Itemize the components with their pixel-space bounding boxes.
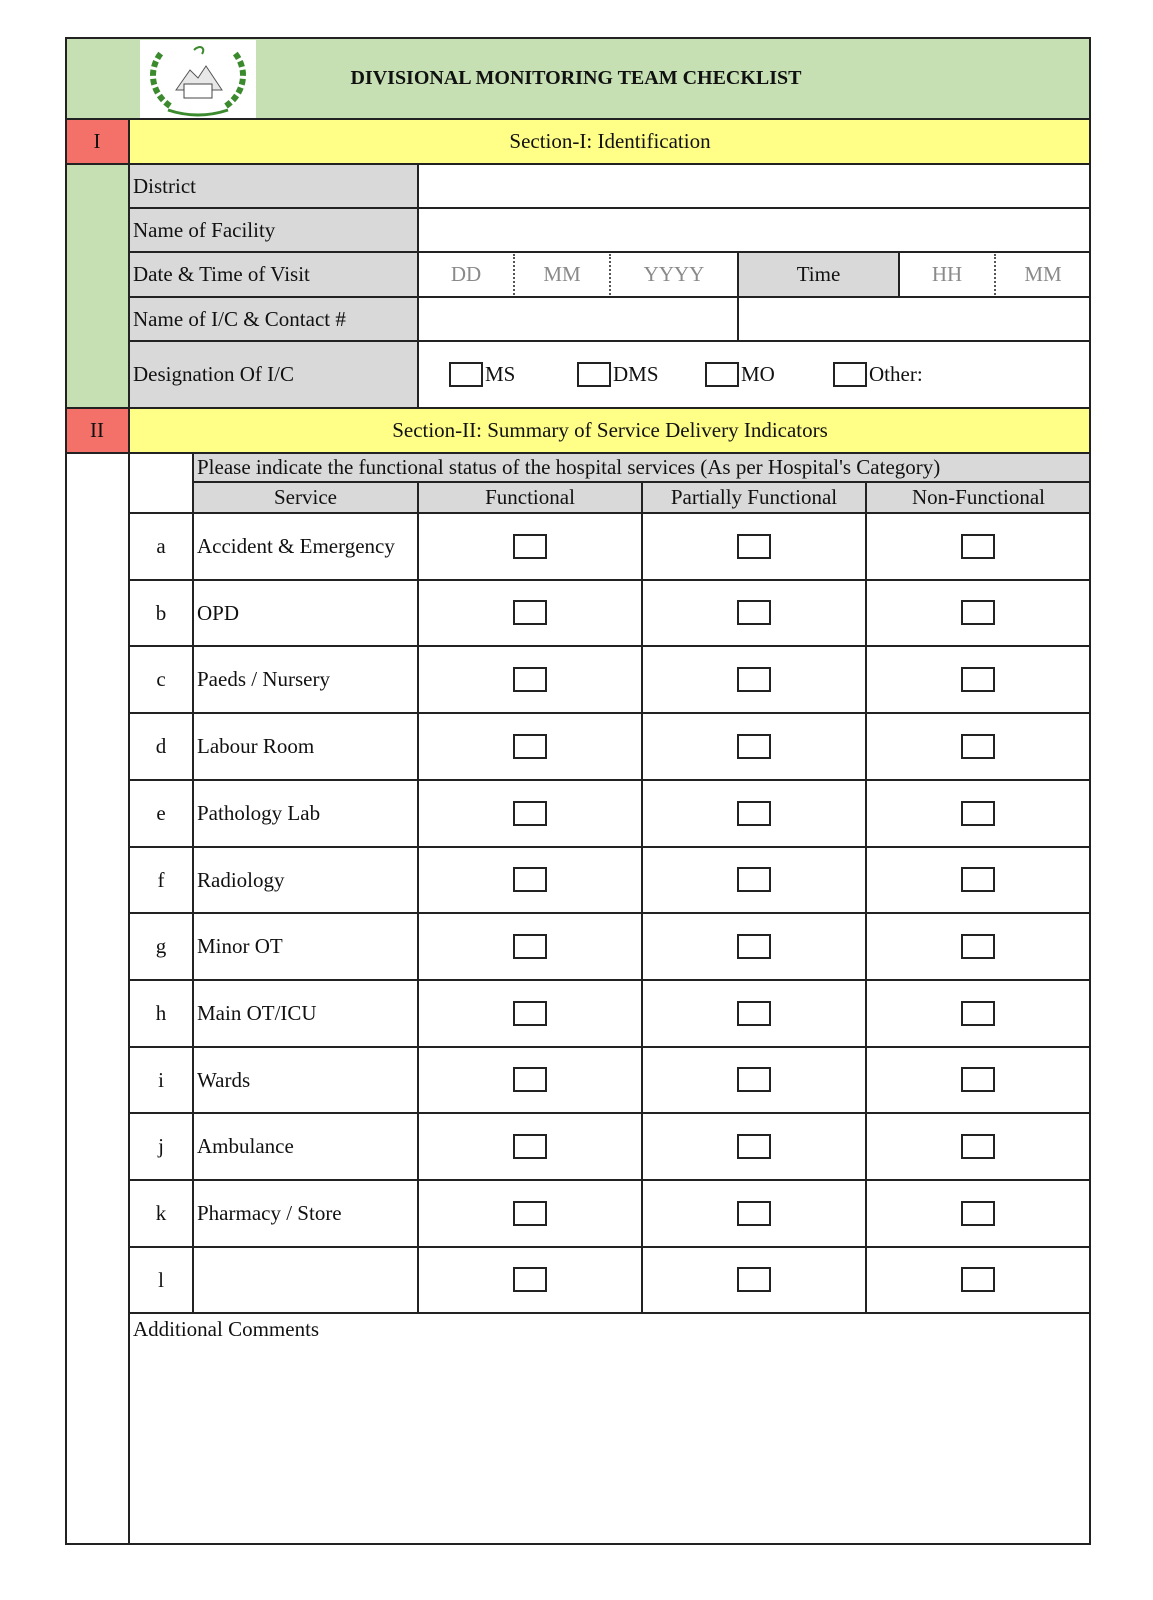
grid-line [865, 482, 867, 1313]
grid-line [129, 1112, 1091, 1114]
partially-functional-checkbox[interactable] [737, 934, 771, 959]
functional-checkbox[interactable] [513, 1267, 547, 1292]
functional-checkbox[interactable] [513, 1134, 547, 1159]
partially-functional-checkbox[interactable] [737, 1001, 771, 1026]
grid-line [65, 118, 1091, 120]
district-field[interactable] [418, 164, 1091, 208]
row-service-name: OPD [197, 600, 240, 625]
grid-line [737, 252, 739, 341]
grid-line [129, 1179, 1091, 1181]
datetime-label: Date & Time of Visit [133, 262, 310, 286]
non-functional-checkbox[interactable] [961, 1267, 995, 1292]
row-letter: h [155, 1001, 167, 1025]
time-label: Time [738, 252, 899, 297]
partially-functional-checkbox[interactable] [737, 1267, 771, 1292]
grid-line [129, 340, 1091, 342]
row-service-name: Minor OT [197, 934, 283, 958]
ic-name-field[interactable] [418, 297, 738, 341]
grid-line [994, 254, 996, 295]
row-letter: k [155, 1201, 167, 1225]
grid-line [129, 712, 1091, 714]
section-1-title: Section-I: Identification [129, 119, 1091, 164]
date-yyyy-field[interactable]: YYYY [643, 262, 705, 286]
designation-mo-label: MO [741, 362, 775, 386]
functional-checkbox[interactable] [513, 734, 547, 759]
designation-label: Designation Of I/C [133, 362, 294, 386]
column-header-service: Service [193, 482, 418, 513]
functional-checkbox[interactable] [513, 867, 547, 892]
grid-line [129, 512, 1091, 514]
grid-line [129, 846, 1091, 848]
functional-checkbox[interactable] [513, 667, 547, 692]
non-functional-checkbox[interactable] [961, 734, 995, 759]
grid-line [129, 207, 1091, 209]
row-service-name: Paeds / Nursery [197, 667, 330, 691]
row-letter: l [158, 1267, 164, 1292]
functional-checkbox[interactable] [513, 801, 547, 826]
designation-other-checkbox[interactable] [833, 362, 867, 387]
instruction-text: Please indicate the functional status of the hospital services (As per Hospital's Category) [193, 453, 1091, 482]
partially-functional-checkbox[interactable] [737, 667, 771, 692]
row-service-name: Radiology [197, 867, 285, 892]
non-functional-checkbox[interactable] [961, 534, 995, 559]
functional-checkbox[interactable] [513, 600, 547, 625]
grid-line [641, 482, 643, 1313]
row-letter: a [156, 534, 166, 558]
facility-field[interactable] [418, 208, 1091, 252]
non-functional-checkbox[interactable] [961, 1067, 995, 1092]
row-letter: j [158, 1134, 164, 1158]
date-mm-field[interactable]: MM [543, 262, 581, 286]
grid-line [129, 645, 1091, 647]
grid-line [1089, 37, 1091, 1545]
non-functional-checkbox[interactable] [961, 667, 995, 692]
partially-functional-checkbox[interactable] [737, 1067, 771, 1092]
designation-field [418, 341, 1091, 408]
section-1-side [65, 164, 129, 408]
designation-dms-label: DMS [613, 362, 659, 386]
facility-label: Name of Facility [133, 217, 276, 242]
section-2-numeral: II [65, 408, 129, 453]
row-service-name: Accident & Emergency [197, 534, 395, 558]
partially-functional-checkbox[interactable] [737, 1201, 771, 1226]
functional-checkbox[interactable] [513, 1001, 547, 1026]
time-hh-field[interactable]: HH [931, 262, 963, 286]
grid-line [65, 1543, 1091, 1545]
row-service-name: Pathology Lab [197, 801, 321, 825]
non-functional-checkbox[interactable] [961, 867, 995, 892]
grid-line [128, 119, 130, 1544]
row-letter: d [155, 734, 167, 758]
functional-checkbox[interactable] [513, 534, 547, 559]
partially-functional-checkbox[interactable] [737, 734, 771, 759]
partially-functional-checkbox[interactable] [737, 600, 771, 625]
grid-line [129, 912, 1091, 914]
grid-line [609, 254, 611, 295]
time-mm-field[interactable]: MM [1024, 262, 1062, 286]
grid-line [129, 579, 1091, 581]
grid-line [417, 164, 419, 408]
comments-field[interactable] [129, 1346, 1091, 1543]
grid-line [129, 779, 1091, 781]
row-letter: i [158, 1067, 164, 1092]
designation-ms-checkbox[interactable] [449, 362, 483, 387]
column-header-functional: Functional [418, 482, 642, 513]
grid-line [129, 251, 1091, 253]
non-functional-checkbox[interactable] [961, 1201, 995, 1226]
non-functional-checkbox[interactable] [961, 801, 995, 826]
partially-functional-checkbox[interactable] [737, 534, 771, 559]
date-dd-field[interactable]: DD [450, 262, 482, 286]
non-functional-checkbox[interactable] [961, 1134, 995, 1159]
partially-functional-checkbox[interactable] [737, 867, 771, 892]
non-functional-checkbox[interactable] [961, 600, 995, 625]
grid-line [898, 252, 900, 297]
row-letter: g [155, 934, 167, 958]
column-header-non-functional: Non-Functional [866, 482, 1091, 513]
comments-label: Additional Comments [133, 1317, 320, 1341]
grid-line [129, 1046, 1091, 1048]
grid-line [129, 979, 1091, 981]
grid-line [417, 482, 419, 1313]
designation-dms-checkbox[interactable] [577, 362, 611, 387]
functional-checkbox[interactable] [513, 934, 547, 959]
functional-checkbox[interactable] [513, 1201, 547, 1226]
non-functional-checkbox[interactable] [961, 1001, 995, 1026]
row-letter: f [157, 867, 165, 892]
grid-line [65, 163, 1091, 165]
grid-line [192, 453, 194, 1313]
column-header-partially-functional: Partially Functional [642, 482, 866, 513]
section-2-title: Section-II: Summary of Service Delivery Indicators [129, 408, 1091, 453]
page-title: DIVISIONAL MONITORING TEAM CHECKLIST [350, 67, 802, 89]
row-letter: e [156, 801, 166, 825]
logo [140, 40, 256, 118]
row-service-name: Ambulance [197, 1134, 294, 1158]
partially-functional-checkbox[interactable] [737, 1134, 771, 1159]
functional-checkbox[interactable] [513, 1067, 547, 1092]
ic-contact-label: Name of I/C & Contact # [133, 306, 346, 331]
row-service-name: Wards [197, 1067, 251, 1092]
grid-line [65, 452, 1091, 454]
designation-other-label: Other: [869, 362, 923, 386]
row-service-name: Labour Room [197, 734, 315, 758]
grid-line [129, 1312, 1091, 1314]
row-service-name: Main OT/ICU [197, 1001, 317, 1025]
row-letter: b [155, 600, 167, 625]
row-letter: c [156, 667, 166, 691]
grid-line [65, 37, 1091, 39]
emblem-icon [140, 40, 256, 118]
district-label: District [133, 173, 196, 198]
section-1-numeral: I [65, 119, 129, 164]
grid-line [65, 37, 67, 1545]
row-service-name [193, 1247, 418, 1313]
grid-line [129, 1246, 1091, 1248]
partially-functional-checkbox[interactable] [737, 801, 771, 826]
designation-mo-checkbox[interactable] [705, 362, 739, 387]
grid-line [129, 296, 1091, 298]
ic-contact-field[interactable] [738, 297, 1091, 341]
non-functional-checkbox[interactable] [961, 934, 995, 959]
designation-ms-label: MS [485, 362, 516, 386]
row-service-name: Pharmacy / Store [197, 1201, 342, 1225]
grid-line [65, 407, 1091, 409]
grid-line [513, 254, 515, 295]
